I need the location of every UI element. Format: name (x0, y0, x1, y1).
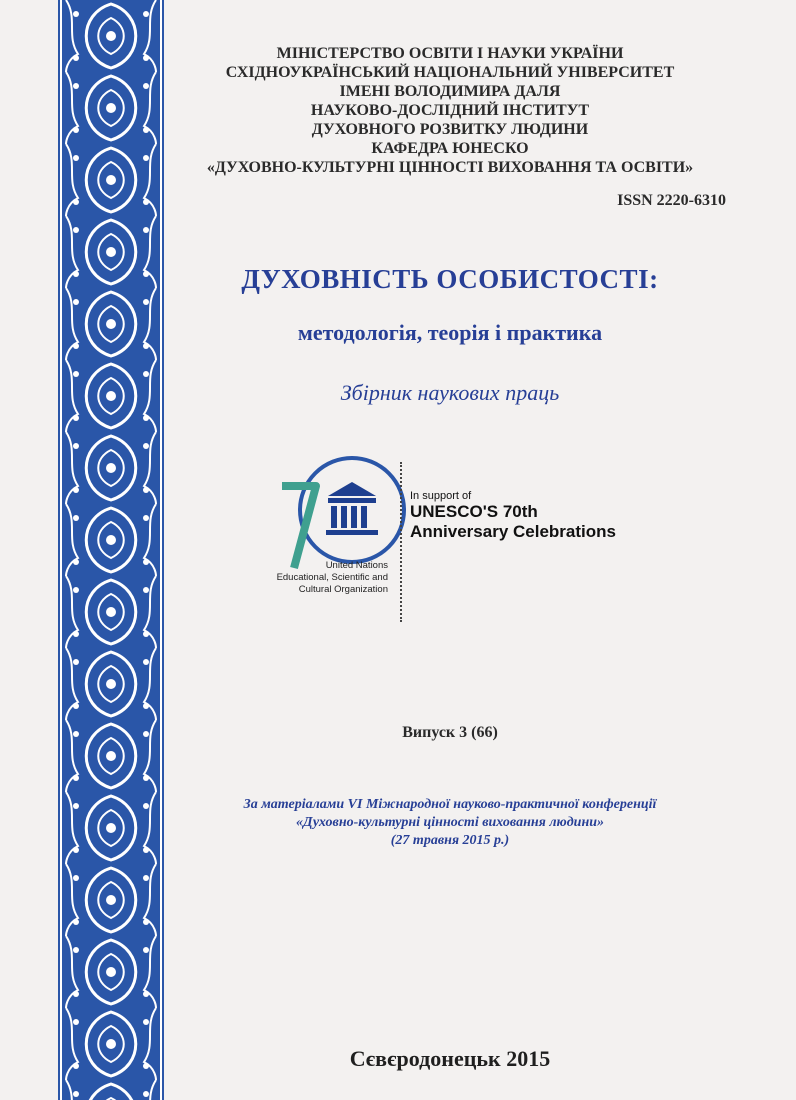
ornamental-border (58, 0, 164, 1100)
issn-number: ISSN 2220-6310 (617, 192, 726, 209)
logo-divider (400, 462, 404, 622)
issue-number: Випуск 3 (66) (402, 724, 498, 741)
header-line: МІНІСТЕРСТВО ОСВІТИ І НАУКИ УКРАЇНИ (276, 45, 624, 62)
header-line: КАФЕДРА ЮНЕСКО (371, 140, 529, 157)
institution-header (180, 44, 720, 177)
header-line: «ДУХОВНО-КУЛЬТУРНІ ЦІННОСТІ ВИХОВАННЯ ТА ОСВІТИ» (206, 159, 694, 176)
header-line: ДУХОВНОГО РОЗВИТКУ ЛЮДИНИ (311, 121, 589, 138)
book-subtitle: методологія, теорія і практика (297, 320, 603, 345)
un-organization-name: United Nations Educational, Scientific and Cultural Organization (276, 560, 388, 595)
anniversary-text: In support of UNESCO'S 70th Anniversary Celebrations (410, 490, 616, 541)
unesco-logo (240, 450, 680, 620)
header-line: СХІДНОУКРАЇНСЬКИЙ НАЦІОНАЛЬНИЙ УНІВЕРСИТЕТ (225, 64, 675, 81)
collection-label: Збірник наукових праць (340, 380, 560, 405)
publication-place-year: Сєвєродонецьк 2015 (349, 1046, 551, 1071)
unesco-temple-icon (326, 482, 378, 535)
header-line: ІМЕНІ ВОЛОДИМИРА ДАЛЯ (339, 83, 561, 100)
conference-info: За матеріалами VI Міжнародної науково-практичної конференції «Духовно-культурні цінності виховання людини» (27 травня 2015 р.) (243, 797, 657, 848)
book-title: ДУХОВНІСТЬ ОСОБИСТОСТІ: (241, 264, 659, 294)
header-line: НАУКОВО-ДОСЛІДНИЙ ІНСТИТУТ (310, 102, 590, 119)
